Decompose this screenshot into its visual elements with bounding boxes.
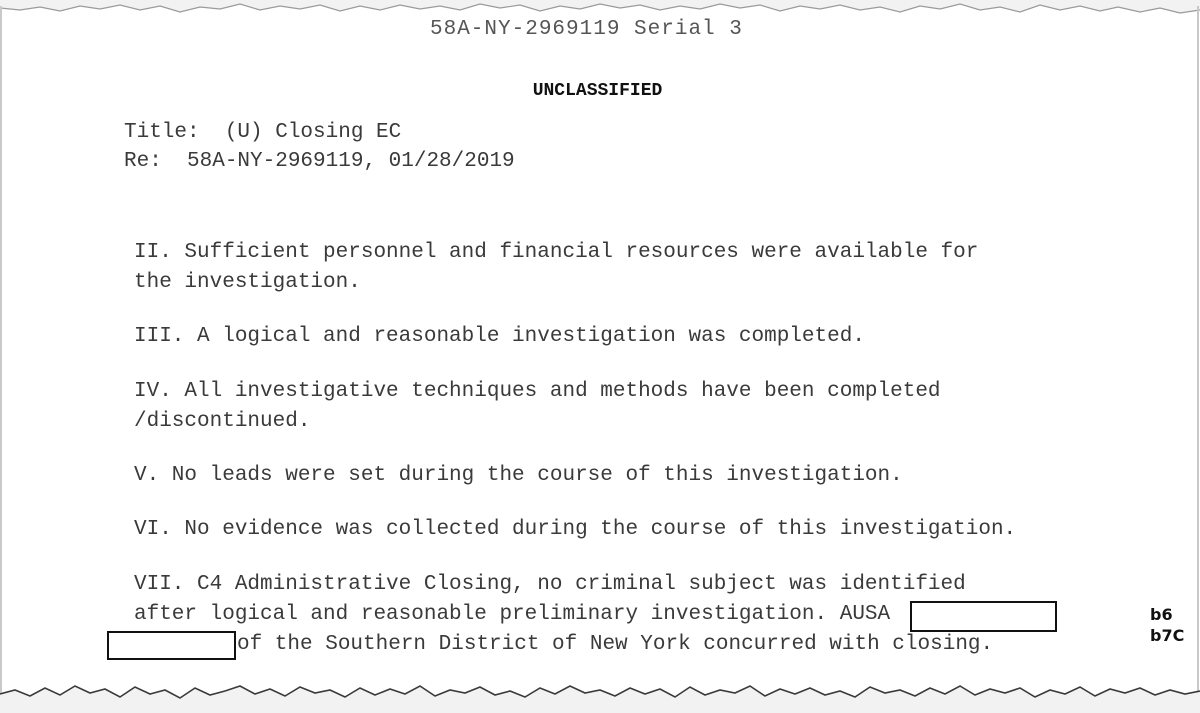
paragraph-vii-line-3: of the Southern District of New York concurred with closing. xyxy=(237,633,994,656)
paragraph-iv-line-1: IV. All investigative techniques and methods have been completed xyxy=(134,380,941,403)
paragraph-v: V. No leads were set during the course of this investigation. xyxy=(134,464,903,487)
paragraph-vii-line-2: after logical and reasonable preliminary investigation. AUSA xyxy=(134,603,891,626)
re-line: Re: 58A-NY-2969119, 01/28/2019 xyxy=(124,150,515,173)
paragraph-ii-line-1: II. Sufficient personnel and financial resources were available for xyxy=(134,241,979,264)
paragraph-ii-line-2: the investigation. xyxy=(134,271,361,294)
exemption-code-b6: b6 xyxy=(1150,605,1173,624)
page-right-border xyxy=(1197,6,1199,696)
document-serial: 58A-NY-2969119 Serial 3 xyxy=(430,18,743,41)
paragraph-iv-line-2: /discontinued. xyxy=(134,410,311,433)
redaction-box-ausa-name-continued xyxy=(107,631,236,660)
paragraph-iii: III. A logical and reasonable investigation was completed. xyxy=(134,325,865,348)
title-line: Title: (U) Closing EC xyxy=(124,121,402,144)
redaction-box-ausa-name xyxy=(910,601,1057,632)
exemption-code-b7c: b7C xyxy=(1150,626,1185,645)
paragraph-vii-line-1: VII. C4 Administrative Closing, no criminal subject was identified xyxy=(134,573,966,596)
paragraph-vi: VI. No evidence was collected during the course of this investigation. xyxy=(134,518,1017,541)
classification-marking: UNCLASSIFIED xyxy=(532,81,663,101)
torn-bottom-edge xyxy=(0,680,1200,713)
page-left-border xyxy=(0,6,2,696)
